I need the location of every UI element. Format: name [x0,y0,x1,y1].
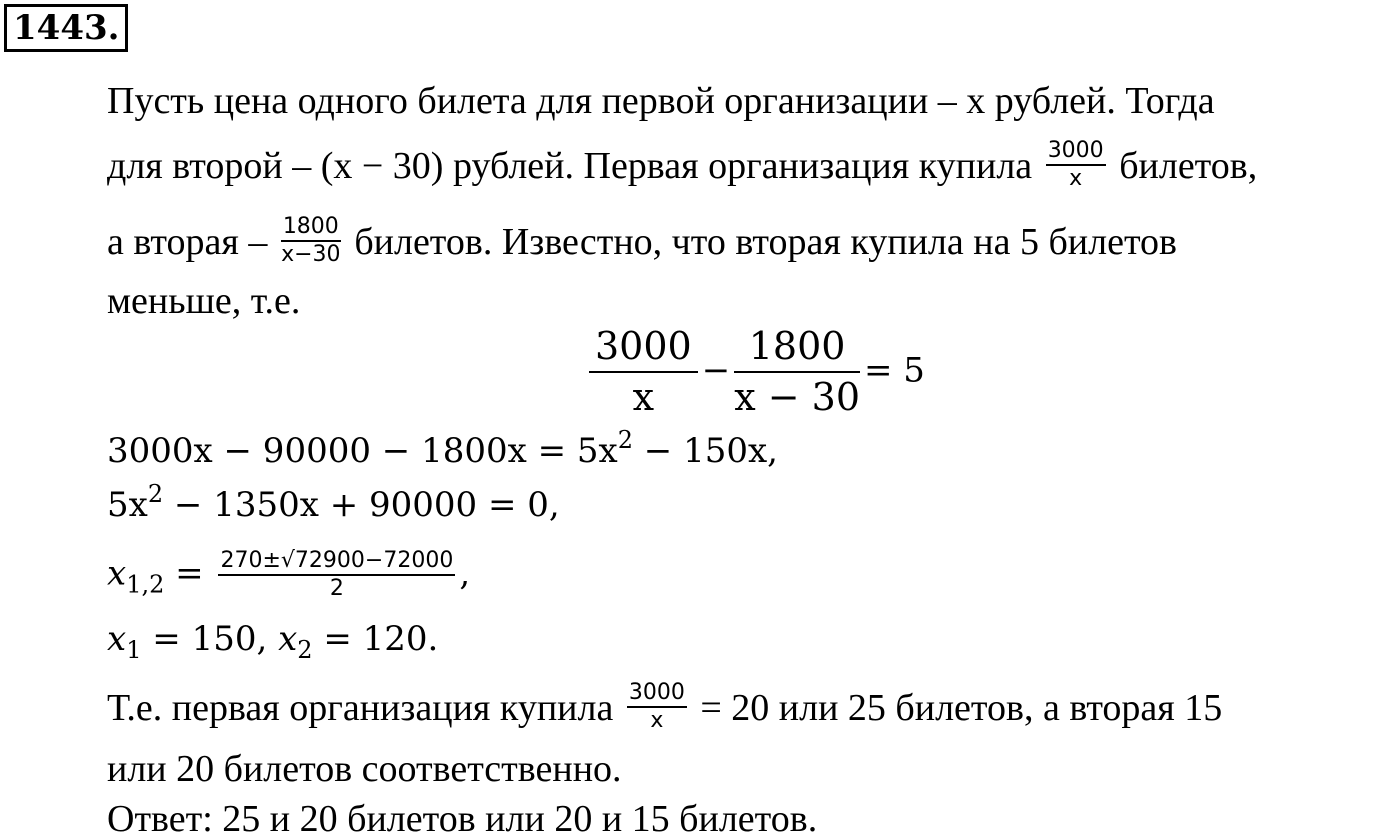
paragraph-line-1: Пусть цена одного билета для первой организации – x рублей. Тогда [107,80,1215,122]
fraction-numerator: 1800 [734,322,860,373]
subscript: 1 [126,636,142,664]
paragraph-line-3 [107,214,1177,273]
line-2-text-a: для второй – (x − 30) рублей. Первая организация купила [107,145,1042,188]
root-1-variable: x [107,619,127,659]
equation-rhs: = 5 [864,350,925,391]
fraction-denominator: x [1069,166,1083,192]
line-5-text-b: − 150x, [632,431,778,471]
fraction-1800-over-x-30 [281,214,341,269]
fraction-numerator: 3000 [627,680,687,708]
fraction-3000-over-x [627,680,687,735]
quadratic-formula-fraction [218,548,455,603]
fraction-denominator: 2 [329,576,344,602]
fraction-denominator: x−30 [281,242,341,268]
fraction-numerator: 1800 [281,214,341,242]
equation-line-5 [107,426,778,471]
line-6-text-a: 5x [107,485,148,525]
roots-variable: x [107,553,127,594]
root-2-value: = 120. [312,619,439,659]
fraction-numerator: 270±√72900−72000 [218,548,455,576]
fraction-numerator: 3000 [1046,138,1106,166]
equation-minus: − [701,350,731,391]
root-2-variable: x [278,619,298,659]
comma: , [459,553,471,594]
paragraph-line-10: или 20 билетов соответственно. [107,748,622,790]
paragraph-line-2 [107,138,1258,197]
line-2-text-b: билетов, [1109,145,1258,188]
line-6-text-b: − 1350x + 90000 = 0, [163,485,560,525]
subscript: 1,2 [126,570,165,599]
problem-number: 1443. [4,4,128,52]
line-3-text-a: а вторая – [107,221,277,264]
root-1-value: = 150, [141,619,279,659]
main-equation [585,322,925,423]
equation-fraction-2 [734,322,860,423]
subscript: 2 [297,636,313,664]
equals: = [164,553,215,594]
fraction-denominator: x [632,375,655,420]
paragraph-line-9 [107,680,1223,739]
line-9-text-b: = 20 или 25 билетов, а вторая 15 [690,687,1223,730]
fraction-denominator: x − 30 [734,375,861,420]
superscript: 2 [147,480,164,508]
superscript: 2 [617,426,633,454]
equation-line-8 [107,619,439,664]
line-5-text: 3000x − 90000 − 1800x = 5x [107,431,618,471]
equation-line-7 [107,548,470,603]
line-3-text-b: билетов. Известно, что вторая купила на 5 билетов [344,221,1177,264]
paragraph-line-4: меньше, т.е. [107,280,301,322]
equation-fraction-1 [589,322,698,423]
fraction-denominator: x [650,708,664,734]
equation-line-6 [107,480,560,525]
answer-line: Ответ: 25 и 20 билетов или 20 и 15 билетов. [107,798,818,840]
line-9-text-a: Т.е. первая организация купила [107,687,623,730]
fraction-numerator: 3000 [589,322,698,373]
fraction-3000-over-x [1046,138,1106,193]
